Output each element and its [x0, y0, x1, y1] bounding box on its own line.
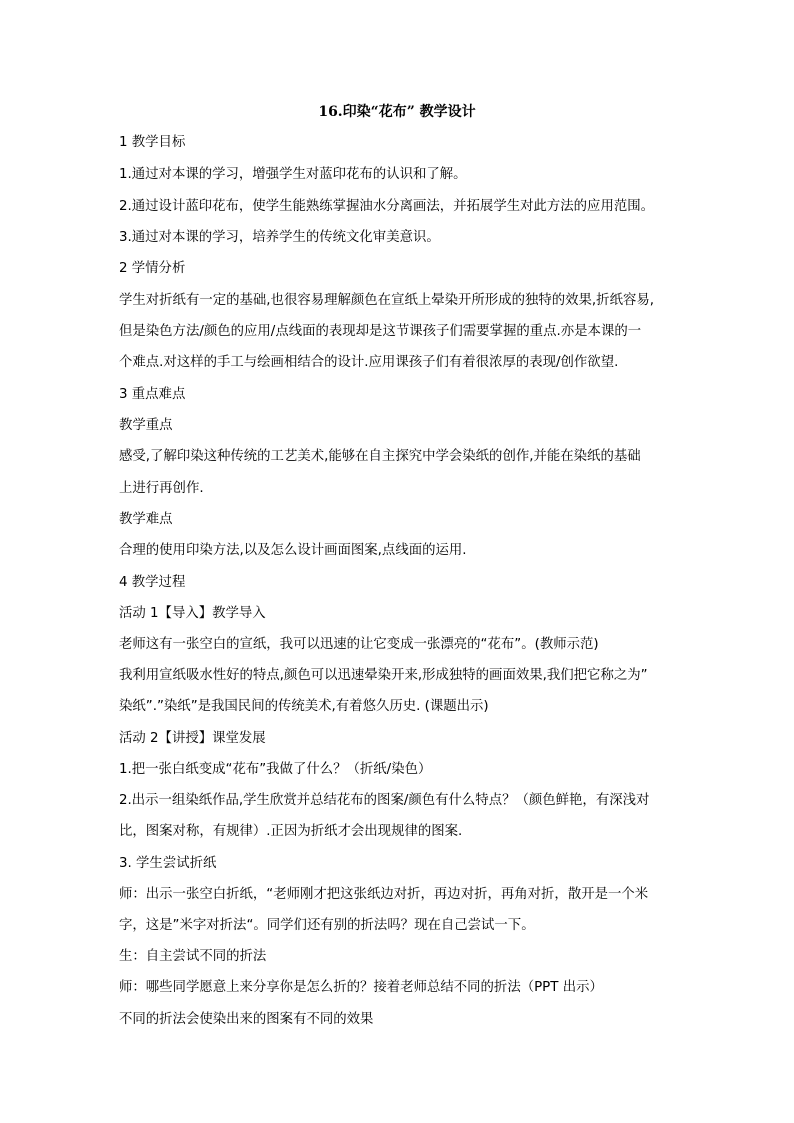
paragraph-line: 生：自主尝试不同的折法	[119, 949, 267, 964]
paragraph-line: 感受,了解印染这种传统的工艺美术,能够在自主探究中学会染纸的创作,并能在染纸的基础	[119, 449, 641, 464]
activity-heading-1: 活动 1【导入】教学导入	[119, 606, 266, 621]
paragraph-line: 1.通过对本课的学习，增强学生对蓝印花布的认识和了解。	[119, 167, 467, 182]
paragraph-line: 3. 学生尝试折纸	[119, 856, 217, 871]
paragraph-line: 2.出示一组染纸作品,学生欣赏并总结花布的图案/颜色有什么特点？（颜色鲜艳，有深浅对	[119, 793, 650, 808]
activity-heading-2: 活动 2【讲授】课堂发展	[119, 731, 266, 746]
paragraph-line: 师：哪些同学愿意上来分享你是怎么折的？接着老师总结不同的折法（PPT 出示）	[119, 980, 603, 995]
paragraph-line: 学生对折纸有一定的基础,也很容易理解颜色在宣纸上晕染开所形成的独特的效果,折纸容易,	[119, 293, 655, 308]
section-heading-objectives: 1 教学目标	[119, 135, 186, 150]
paragraph-line: 合理的使用印染方法,以及怎么设计画面图案,点线面的运用.	[119, 543, 467, 558]
paragraph-line: 我利用宣纸吸水性好的特点,颜色可以迅速晕染开来,形成独特的画面效果,我们把它称之为”	[119, 668, 648, 683]
paragraph-line: 不同的折法会使染出来的图案有不同的效果	[119, 1012, 374, 1027]
paragraph-line: 上进行再创作.	[119, 481, 204, 496]
paragraph-line: 3.通过对本课的学习，培养学生的传统文化审美意识。	[119, 230, 440, 245]
paragraph-line: 个难点.对这样的手工与绘画相结合的设计.应用课孩子们有着很浓厚的表现/创作欲望.	[119, 355, 619, 370]
paragraph-line: 1.把一张白纸变成“花布”我做了什么？（折纸/染色）	[119, 762, 432, 777]
section-heading-analysis: 2 学情分析	[119, 261, 186, 276]
section-heading-key-points: 3 重点难点	[119, 387, 186, 402]
paragraph-line: 染纸”.”染纸”是我国民间的传统美术,有着悠久历史. (课题出示)	[119, 699, 489, 714]
section-heading-process: 4 教学过程	[119, 575, 186, 590]
paragraph-line: 比，图案对称，有规律）.正因为折纸才会出现规律的图案.	[119, 824, 463, 839]
paragraph-line: 但是染色方法/颜色的应用/点线面的表现却是这节课孩子们需要掌握的重点.亦是本课的一	[119, 324, 642, 339]
paragraph-line: 老师这有一张空白的宣纸，我可以迅速的让它变成一张漂亮的“花布”。(教师示范)	[119, 637, 599, 652]
paragraph-line: 师：出示一张空白折纸，“老师刚才把这张纸边对折，再边对折，再角对折，散开是一个米	[119, 887, 649, 902]
paragraph-line: 字，这是”米字对折法“。同学们还有别的折法吗？现在自己尝试一下。	[119, 918, 535, 933]
subheading-key-point: 教学重点	[119, 418, 173, 433]
document-title: 16.印染“花布” 教学设计	[318, 104, 476, 120]
subheading-difficulty: 教学难点	[119, 512, 173, 527]
paragraph-line: 2.通过设计蓝印花布，使学生能熟练掌握油水分离画法，并拓展学生对此方法的应用范围。	[119, 199, 655, 214]
